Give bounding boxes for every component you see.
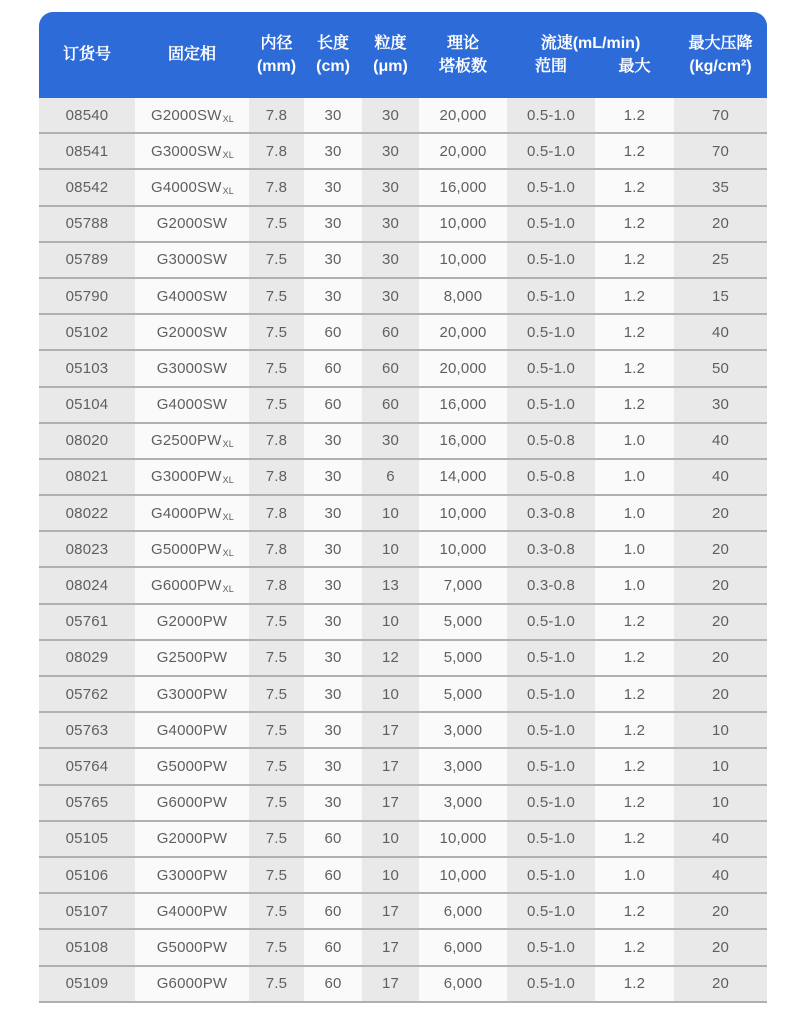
max-pressure-cell: 25 <box>674 243 767 277</box>
length-cell: 30 <box>304 713 362 747</box>
header-plates-line1: 理论 <box>446 34 479 52</box>
table-row <box>39 460 767 496</box>
plates-cell: 5,000 <box>419 641 507 675</box>
order-no-cell: 05105 <box>39 822 135 856</box>
flow-range-cell: 0.5-1.0 <box>507 967 595 1001</box>
stationary-phase-cell: G2500PW $_{XL}$ <box>135 424 249 458</box>
order-no-cell: 05764 <box>39 749 135 783</box>
flow-range-cell: 0.5-1.0 <box>507 170 595 204</box>
plates-cell: 6,000 <box>419 894 507 928</box>
order-no-cell: 05790 <box>39 279 135 313</box>
order-no-cell: 08024 <box>39 568 135 602</box>
length-cell: 30 <box>304 677 362 711</box>
plates-cell: 8,000 <box>419 279 507 313</box>
plates-cell: 16,000 <box>419 388 507 422</box>
flow-range-cell: 0.5-1.0 <box>507 351 595 385</box>
order-no-cell: 08020 <box>39 424 135 458</box>
flow-range-cell: 0.3-0.8 <box>507 532 595 566</box>
max-pressure-cell: 50 <box>674 351 767 385</box>
table-row <box>39 749 767 785</box>
order-no-cell: 08023 <box>39 532 135 566</box>
stationary-phase-cell: G3000SW <box>135 351 249 385</box>
particle-size-cell: 30 <box>362 243 419 277</box>
inner-diameter-cell: 7.5 <box>249 967 304 1001</box>
flow-max-cell: 1.2 <box>595 388 674 422</box>
plates-cell: 10,000 <box>419 207 507 241</box>
length-cell: 30 <box>304 243 362 277</box>
flow-range-cell: 0.5-1.0 <box>507 207 595 241</box>
length-cell: 30 <box>304 98 362 132</box>
header-particle-line1: 粒度 <box>374 34 407 52</box>
max-pressure-cell: 20 <box>674 930 767 964</box>
plates-cell: 10,000 <box>419 496 507 530</box>
phase-subscript: XL <box>222 475 235 486</box>
plates-cell: 3,000 <box>419 786 507 820</box>
table-row <box>39 568 767 604</box>
header-flow-group <box>507 12 674 98</box>
inner-diameter-cell: 7.5 <box>249 207 304 241</box>
length-cell: 30 <box>304 460 362 494</box>
length-cell: 30 <box>304 786 362 820</box>
max-pressure-cell: 20 <box>674 207 767 241</box>
stationary-phase-cell: G4000SW <box>135 279 249 313</box>
flow-max-cell: 1.2 <box>595 170 674 204</box>
flow-max-cell: 1.0 <box>595 424 674 458</box>
inner-diameter-cell: 7.8 <box>249 460 304 494</box>
order-no-cell: 05762 <box>39 677 135 711</box>
header-order-no-label: 订货号 <box>62 46 111 64</box>
flow-max-cell: 1.2 <box>595 98 674 132</box>
stationary-phase-cell: G4000SW $_{XL}$ <box>135 170 249 204</box>
order-no-cell: 05789 <box>39 243 135 277</box>
flow-max-cell: 1.2 <box>595 605 674 639</box>
flow-range-cell: 0.5-0.8 <box>507 460 595 494</box>
order-no-cell: 08021 <box>39 460 135 494</box>
phase-subscript: XL <box>222 511 235 522</box>
particle-size-cell: 12 <box>362 641 419 675</box>
plates-cell: 16,000 <box>419 424 507 458</box>
inner-diameter-cell: 7.5 <box>249 641 304 675</box>
header-stationary-phase-label: 固定相 <box>167 46 216 64</box>
max-pressure-cell: 70 <box>674 98 767 132</box>
inner-diameter-cell: 7.8 <box>249 496 304 530</box>
header-length-line1: 长度 <box>316 34 349 52</box>
header-flow-max: 最大 <box>618 58 651 75</box>
order-no-cell: 05761 <box>39 605 135 639</box>
table-row <box>39 858 767 894</box>
plates-cell: 10,000 <box>419 532 507 566</box>
max-pressure-cell: 20 <box>674 496 767 530</box>
particle-size-cell: 17 <box>362 894 419 928</box>
flow-max-cell: 1.2 <box>595 207 674 241</box>
plates-cell: 5,000 <box>419 677 507 711</box>
particle-size-cell: 30 <box>362 170 419 204</box>
header-length-line2: (cm) <box>316 58 350 75</box>
header-inner-diameter-line2: (mm) <box>256 58 297 75</box>
max-pressure-cell: 20 <box>674 532 767 566</box>
length-cell: 30 <box>304 641 362 675</box>
stationary-phase-cell: G4000SW <box>135 388 249 422</box>
table-row <box>39 605 767 641</box>
stationary-phase-cell: G4000PW <box>135 894 249 928</box>
flow-max-cell: 1.2 <box>595 641 674 675</box>
order-no-cell: 05763 <box>39 713 135 747</box>
table-row <box>39 641 767 677</box>
inner-diameter-cell: 7.8 <box>249 134 304 168</box>
length-cell: 60 <box>304 930 362 964</box>
stationary-phase-cell: G5000PW <box>135 930 249 964</box>
flow-max-cell: 1.2 <box>595 351 674 385</box>
max-pressure-cell: 10 <box>674 749 767 783</box>
max-pressure-cell: 40 <box>674 822 767 856</box>
phase-subscript: XL <box>222 584 235 595</box>
max-pressure-cell: 20 <box>674 677 767 711</box>
plates-cell: 7,000 <box>419 568 507 602</box>
flow-range-cell: 0.5-1.0 <box>507 749 595 783</box>
table-row <box>39 894 767 930</box>
stationary-phase-cell: G2000SW <box>135 207 249 241</box>
header-pressure-line1: 最大压降 <box>688 34 753 52</box>
length-cell: 30 <box>304 496 362 530</box>
particle-size-cell: 10 <box>362 605 419 639</box>
table-row <box>39 424 767 460</box>
stationary-phase-cell: G6000PW <box>135 786 249 820</box>
stationary-phase-cell: G3000SW $_{XL}$ <box>135 134 249 168</box>
inner-diameter-cell: 7.8 <box>249 568 304 602</box>
particle-size-cell: 60 <box>362 388 419 422</box>
inner-diameter-cell: 7.8 <box>249 532 304 566</box>
stationary-phase-cell: G2000SW $_{XL}$ <box>135 98 249 132</box>
phase-subscript: XL <box>222 547 235 558</box>
max-pressure-cell: 20 <box>674 894 767 928</box>
particle-size-cell: 17 <box>362 786 419 820</box>
order-no-cell: 08022 <box>39 496 135 530</box>
stationary-phase-cell: G5000PW <box>135 749 249 783</box>
table-row <box>39 930 767 966</box>
stationary-phase-cell: G2000PW <box>135 605 249 639</box>
length-cell: 30 <box>304 532 362 566</box>
inner-diameter-cell: 7.5 <box>249 749 304 783</box>
phase-subscript: XL <box>222 149 235 160</box>
length-cell: 60 <box>304 315 362 349</box>
table-row <box>39 496 767 532</box>
particle-size-cell: 30 <box>362 134 419 168</box>
max-pressure-cell: 15 <box>674 279 767 313</box>
particle-size-cell: 30 <box>362 279 419 313</box>
inner-diameter-cell: 7.5 <box>249 279 304 313</box>
flow-range-cell: 0.5-1.0 <box>507 315 595 349</box>
flow-max-cell: 1.2 <box>595 243 674 277</box>
plates-cell: 20,000 <box>419 351 507 385</box>
length-cell: 30 <box>304 170 362 204</box>
order-no-cell: 05107 <box>39 894 135 928</box>
phase-subscript: XL <box>222 185 235 196</box>
flow-range-cell: 0.5-1.0 <box>507 858 595 892</box>
table-row <box>39 786 767 822</box>
flow-range-cell: 0.5-1.0 <box>507 98 595 132</box>
header-flow-subheaders <box>507 55 674 78</box>
length-cell: 30 <box>304 207 362 241</box>
length-cell: 60 <box>304 822 362 856</box>
flow-range-cell: 0.5-1.0 <box>507 605 595 639</box>
plates-cell: 10,000 <box>419 243 507 277</box>
table-row <box>39 532 767 568</box>
flow-range-cell: 0.5-0.8 <box>507 424 595 458</box>
max-pressure-cell: 40 <box>674 858 767 892</box>
stationary-phase-cell: G3000PW <box>135 677 249 711</box>
flow-range-cell: 0.5-1.0 <box>507 677 595 711</box>
flow-range-cell: 0.5-1.0 <box>507 822 595 856</box>
order-no-cell: 05102 <box>39 315 135 349</box>
particle-size-cell: 10 <box>362 822 419 856</box>
particle-size-cell: 10 <box>362 858 419 892</box>
max-pressure-cell: 20 <box>674 568 767 602</box>
order-no-cell: 05104 <box>39 388 135 422</box>
particle-size-cell: 17 <box>362 967 419 1001</box>
flow-range-cell: 0.3-0.8 <box>507 568 595 602</box>
max-pressure-cell: 40 <box>674 460 767 494</box>
header-length <box>304 12 362 98</box>
header-plates <box>419 12 507 98</box>
inner-diameter-cell: 7.8 <box>249 424 304 458</box>
order-no-cell: 08029 <box>39 641 135 675</box>
order-no-cell: 08541 <box>39 134 135 168</box>
table-row <box>39 315 767 351</box>
table-row <box>39 243 767 279</box>
inner-diameter-cell: 7.8 <box>249 170 304 204</box>
particle-size-cell: 30 <box>362 98 419 132</box>
flow-range-cell: 0.5-1.0 <box>507 641 595 675</box>
plates-cell: 16,000 <box>419 170 507 204</box>
particle-size-cell: 10 <box>362 496 419 530</box>
inner-diameter-cell: 7.5 <box>249 822 304 856</box>
length-cell: 30 <box>304 749 362 783</box>
stationary-phase-cell: G3000PW <box>135 858 249 892</box>
inner-diameter-cell: 7.5 <box>249 351 304 385</box>
table-row <box>39 134 767 170</box>
flow-max-cell: 1.2 <box>595 315 674 349</box>
inner-diameter-cell: 7.5 <box>249 677 304 711</box>
flow-max-cell: 1.2 <box>595 749 674 783</box>
flow-max-cell: 1.2 <box>595 677 674 711</box>
length-cell: 30 <box>304 424 362 458</box>
particle-size-cell: 60 <box>362 351 419 385</box>
order-no-cell: 05108 <box>39 930 135 964</box>
table-row <box>39 967 767 1003</box>
length-cell: 60 <box>304 388 362 422</box>
header-inner-diameter-line1: 内径 <box>260 34 293 52</box>
header-inner-diameter <box>249 12 304 98</box>
header-plates-line2: 塔板数 <box>438 58 487 75</box>
flow-max-cell: 1.2 <box>595 930 674 964</box>
table-row <box>39 822 767 858</box>
table-row <box>39 170 767 206</box>
particle-size-cell: 30 <box>362 207 419 241</box>
plates-cell: 10,000 <box>419 858 507 892</box>
stationary-phase-cell: G4000PW $_{XL}$ <box>135 496 249 530</box>
flow-max-cell: 1.0 <box>595 568 674 602</box>
phase-subscript: XL <box>222 113 235 124</box>
plates-cell: 3,000 <box>419 749 507 783</box>
length-cell: 30 <box>304 605 362 639</box>
particle-size-cell: 13 <box>362 568 419 602</box>
header-max-pressure <box>674 12 767 98</box>
plates-cell: 20,000 <box>419 315 507 349</box>
phase-subscript: XL <box>222 439 235 450</box>
flow-range-cell: 0.5-1.0 <box>507 713 595 747</box>
plates-cell: 6,000 <box>419 967 507 1001</box>
order-no-cell: 05788 <box>39 207 135 241</box>
flow-range-cell: 0.5-1.0 <box>507 894 595 928</box>
max-pressure-cell: 20 <box>674 967 767 1001</box>
table-row <box>39 713 767 749</box>
particle-size-cell: 10 <box>362 677 419 711</box>
flow-range-cell: 0.5-1.0 <box>507 388 595 422</box>
header-order-no <box>39 12 135 98</box>
header-stationary-phase <box>135 12 249 98</box>
flow-max-cell: 1.2 <box>595 967 674 1001</box>
plates-cell: 6,000 <box>419 930 507 964</box>
order-no-cell: 05109 <box>39 967 135 1001</box>
table-row <box>39 351 767 387</box>
order-no-cell: 05106 <box>39 858 135 892</box>
length-cell: 30 <box>304 134 362 168</box>
order-no-cell: 08540 <box>39 98 135 132</box>
max-pressure-cell: 30 <box>674 388 767 422</box>
table-row <box>39 677 767 713</box>
order-no-cell: 05765 <box>39 786 135 820</box>
length-cell: 60 <box>304 967 362 1001</box>
stationary-phase-cell: G3000PW $_{XL}$ <box>135 460 249 494</box>
inner-diameter-cell: 7.5 <box>249 858 304 892</box>
stationary-phase-cell: G3000SW <box>135 243 249 277</box>
stationary-phase-cell: G2500PW <box>135 641 249 675</box>
table-header <box>39 12 767 98</box>
length-cell: 60 <box>304 351 362 385</box>
inner-diameter-cell: 7.5 <box>249 315 304 349</box>
max-pressure-cell: 10 <box>674 786 767 820</box>
particle-size-cell: 6 <box>362 460 419 494</box>
max-pressure-cell: 20 <box>674 641 767 675</box>
flow-max-cell: 1.0 <box>595 460 674 494</box>
flow-range-cell: 0.5-1.0 <box>507 786 595 820</box>
table-body <box>39 98 767 1003</box>
max-pressure-cell: 20 <box>674 605 767 639</box>
flow-max-cell: 1.2 <box>595 786 674 820</box>
plates-cell: 20,000 <box>419 134 507 168</box>
inner-diameter-cell: 7.8 <box>249 98 304 132</box>
plates-cell: 3,000 <box>419 713 507 747</box>
inner-diameter-cell: 7.5 <box>249 713 304 747</box>
flow-max-cell: 1.2 <box>595 279 674 313</box>
length-cell: 60 <box>304 858 362 892</box>
length-cell: 30 <box>304 568 362 602</box>
inner-diameter-cell: 7.5 <box>249 786 304 820</box>
flow-max-cell: 1.0 <box>595 532 674 566</box>
stationary-phase-cell: G2000SW <box>135 315 249 349</box>
header-flow-range: 范围 <box>534 58 567 75</box>
flow-max-cell: 1.0 <box>595 858 674 892</box>
flow-max-cell: 1.2 <box>595 134 674 168</box>
max-pressure-cell: 10 <box>674 713 767 747</box>
header-particle-line2: (μm) <box>373 58 408 75</box>
flow-range-cell: 0.3-0.8 <box>507 496 595 530</box>
inner-diameter-cell: 7.5 <box>249 894 304 928</box>
spec-table <box>39 12 767 1003</box>
inner-diameter-cell: 7.5 <box>249 388 304 422</box>
flow-range-cell: 0.5-1.0 <box>507 243 595 277</box>
flow-max-cell: 1.2 <box>595 713 674 747</box>
plates-cell: 20,000 <box>419 98 507 132</box>
order-no-cell: 05103 <box>39 351 135 385</box>
flow-range-cell: 0.5-1.0 <box>507 930 595 964</box>
length-cell: 60 <box>304 894 362 928</box>
inner-diameter-cell: 7.5 <box>249 605 304 639</box>
max-pressure-cell: 40 <box>674 424 767 458</box>
flow-range-cell: 0.5-1.0 <box>507 134 595 168</box>
table-row <box>39 279 767 315</box>
table-row <box>39 98 767 134</box>
flow-max-cell: 1.2 <box>595 894 674 928</box>
stationary-phase-cell: G4000PW <box>135 713 249 747</box>
inner-diameter-cell: 7.5 <box>249 930 304 964</box>
max-pressure-cell: 40 <box>674 315 767 349</box>
table-row <box>39 388 767 424</box>
header-flow-group-label: 流速(mL/min) <box>540 34 641 52</box>
stationary-phase-cell: G2000PW <box>135 822 249 856</box>
particle-size-cell: 17 <box>362 713 419 747</box>
order-no-cell: 08542 <box>39 170 135 204</box>
max-pressure-cell: 70 <box>674 134 767 168</box>
stationary-phase-cell: G6000PW $_{XL}$ <box>135 568 249 602</box>
length-cell: 30 <box>304 279 362 313</box>
header-pressure-line2: (kg/cm²) <box>689 58 752 75</box>
particle-size-cell: 17 <box>362 930 419 964</box>
plates-cell: 5,000 <box>419 605 507 639</box>
plates-cell: 10,000 <box>419 822 507 856</box>
flow-range-cell: 0.5-1.0 <box>507 279 595 313</box>
particle-size-cell: 17 <box>362 749 419 783</box>
header-particle-size <box>362 12 419 98</box>
flow-max-cell: 1.0 <box>595 496 674 530</box>
plates-cell: 14,000 <box>419 460 507 494</box>
particle-size-cell: 10 <box>362 532 419 566</box>
flow-max-cell: 1.2 <box>595 822 674 856</box>
table-row <box>39 207 767 243</box>
particle-size-cell: 60 <box>362 315 419 349</box>
inner-diameter-cell: 7.5 <box>249 243 304 277</box>
stationary-phase-cell: G6000PW <box>135 967 249 1001</box>
max-pressure-cell: 35 <box>674 170 767 204</box>
particle-size-cell: 30 <box>362 424 419 458</box>
stationary-phase-cell: G5000PW $_{XL}$ <box>135 532 249 566</box>
